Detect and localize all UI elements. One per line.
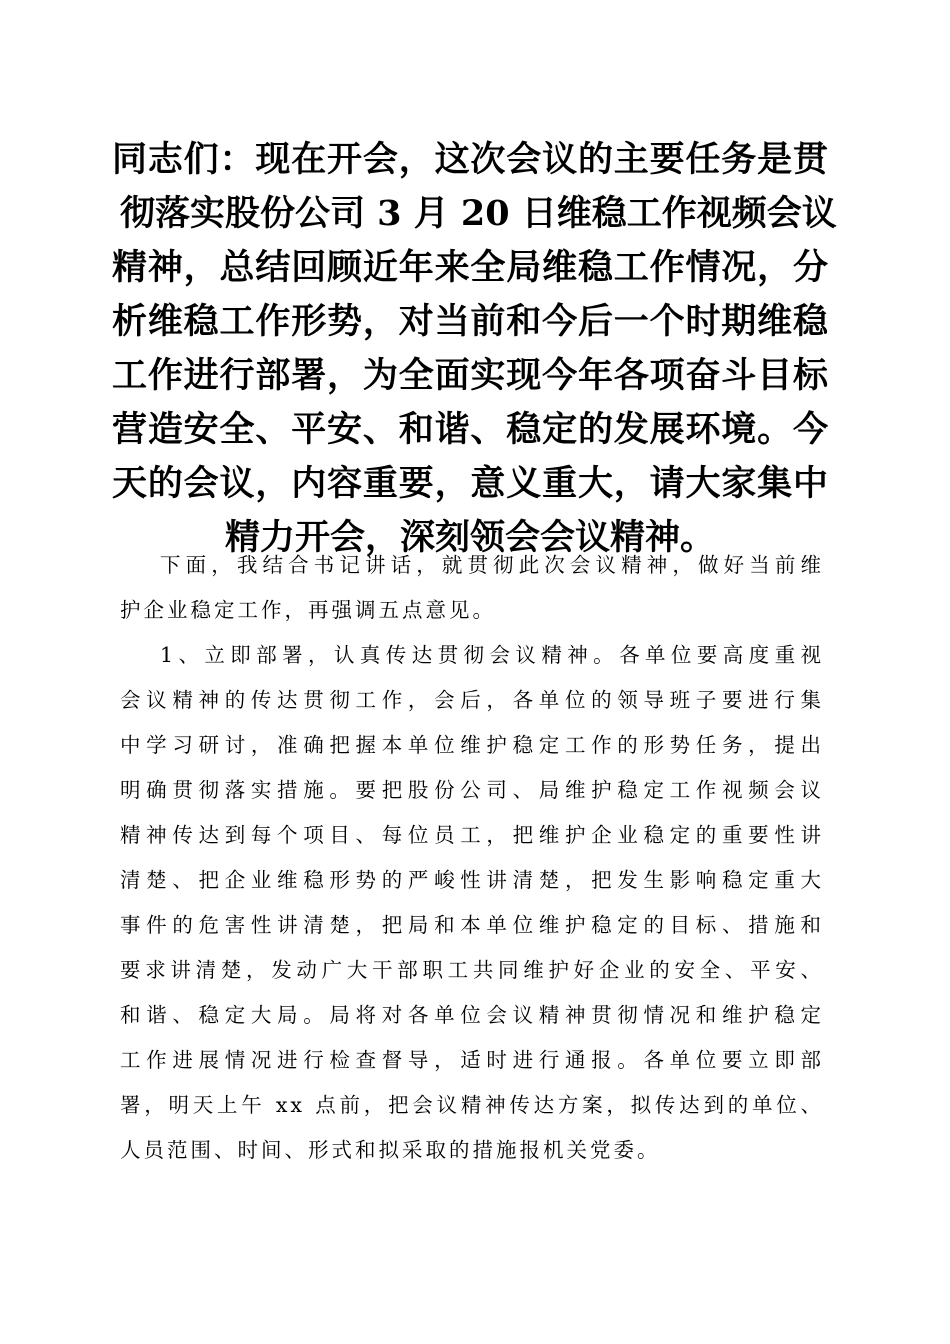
- body-text: [120, 543, 824, 1173]
- body-line: 精神传达到每个项目、每位员工，把维护企业稳定的重要性讲: [120, 823, 824, 847]
- heading-line: 工作进行部署，为全面实现今年各项奋斗目标: [112, 355, 828, 396]
- heading-line: 天的会议，内容重要，意义重大，请大家集中: [112, 463, 828, 504]
- body-line: 清楚、把企业维稳形势的严峻性讲清楚，把发生影响稳定重大: [120, 868, 824, 892]
- body-line: 署，明天上午 xx 点前，把会议精神传达方案，拟传达到的单位、: [120, 1093, 824, 1117]
- body-line: 人员范围、时间、形式和拟采取的措施报机关党委。: [120, 1138, 661, 1162]
- body-line: 1、立即部署，认真传达贯彻会议精神。各单位要高度重视: [160, 643, 824, 667]
- body-line: 会议精神的传达贯彻工作，会后，各单位的领导班子要进行集: [120, 688, 824, 712]
- body-line: 事件的危害性讲清楚，把局和本单位维护稳定的目标、措施和: [120, 913, 824, 937]
- body-line: 要求讲清楚，发动广大干部职工共同维护好企业的安全、平安、: [120, 958, 824, 982]
- paragraph-point-1: [120, 633, 824, 1173]
- body-line: 护企业稳定工作，再强调五点意见。: [120, 598, 496, 622]
- body-line: 工作进展情况进行检查督导，适时进行通报。各单位要立即部: [120, 1048, 824, 1072]
- body-line: 和谐、稳定大局。局将对各单位会议精神贯彻情况和维护稳定: [120, 1003, 824, 1027]
- paragraph-intro: [120, 543, 824, 633]
- heading-line: 同志们：现在开会，这次会议的主要任务是贯: [112, 139, 828, 180]
- opening-remarks-heading: [112, 133, 837, 565]
- heading-line: 精神，总结回顾近年来全局维稳工作情况，分: [112, 247, 828, 288]
- body-line: 明确贯彻落实措施。要把股份公司、局维护稳定工作视频会议: [120, 778, 824, 802]
- body-line: 下面，我结合书记讲话，就贯彻此次会议精神，做好当前维: [160, 553, 824, 577]
- heading-line: 析维稳工作形势，对当前和今后一个时期维稳: [112, 301, 828, 342]
- heading-line: 营造安全、平安、和谐、稳定的发展环境。今: [112, 409, 828, 450]
- body-line: 中学习研讨，准确把握本单位维护稳定工作的形势任务，提出: [120, 733, 824, 757]
- heading-line: 精力开会，深刻领会会议精神。: [224, 517, 715, 558]
- heading-line: 彻落实股份公司 3 月 20 日维稳工作视频会议: [120, 193, 837, 234]
